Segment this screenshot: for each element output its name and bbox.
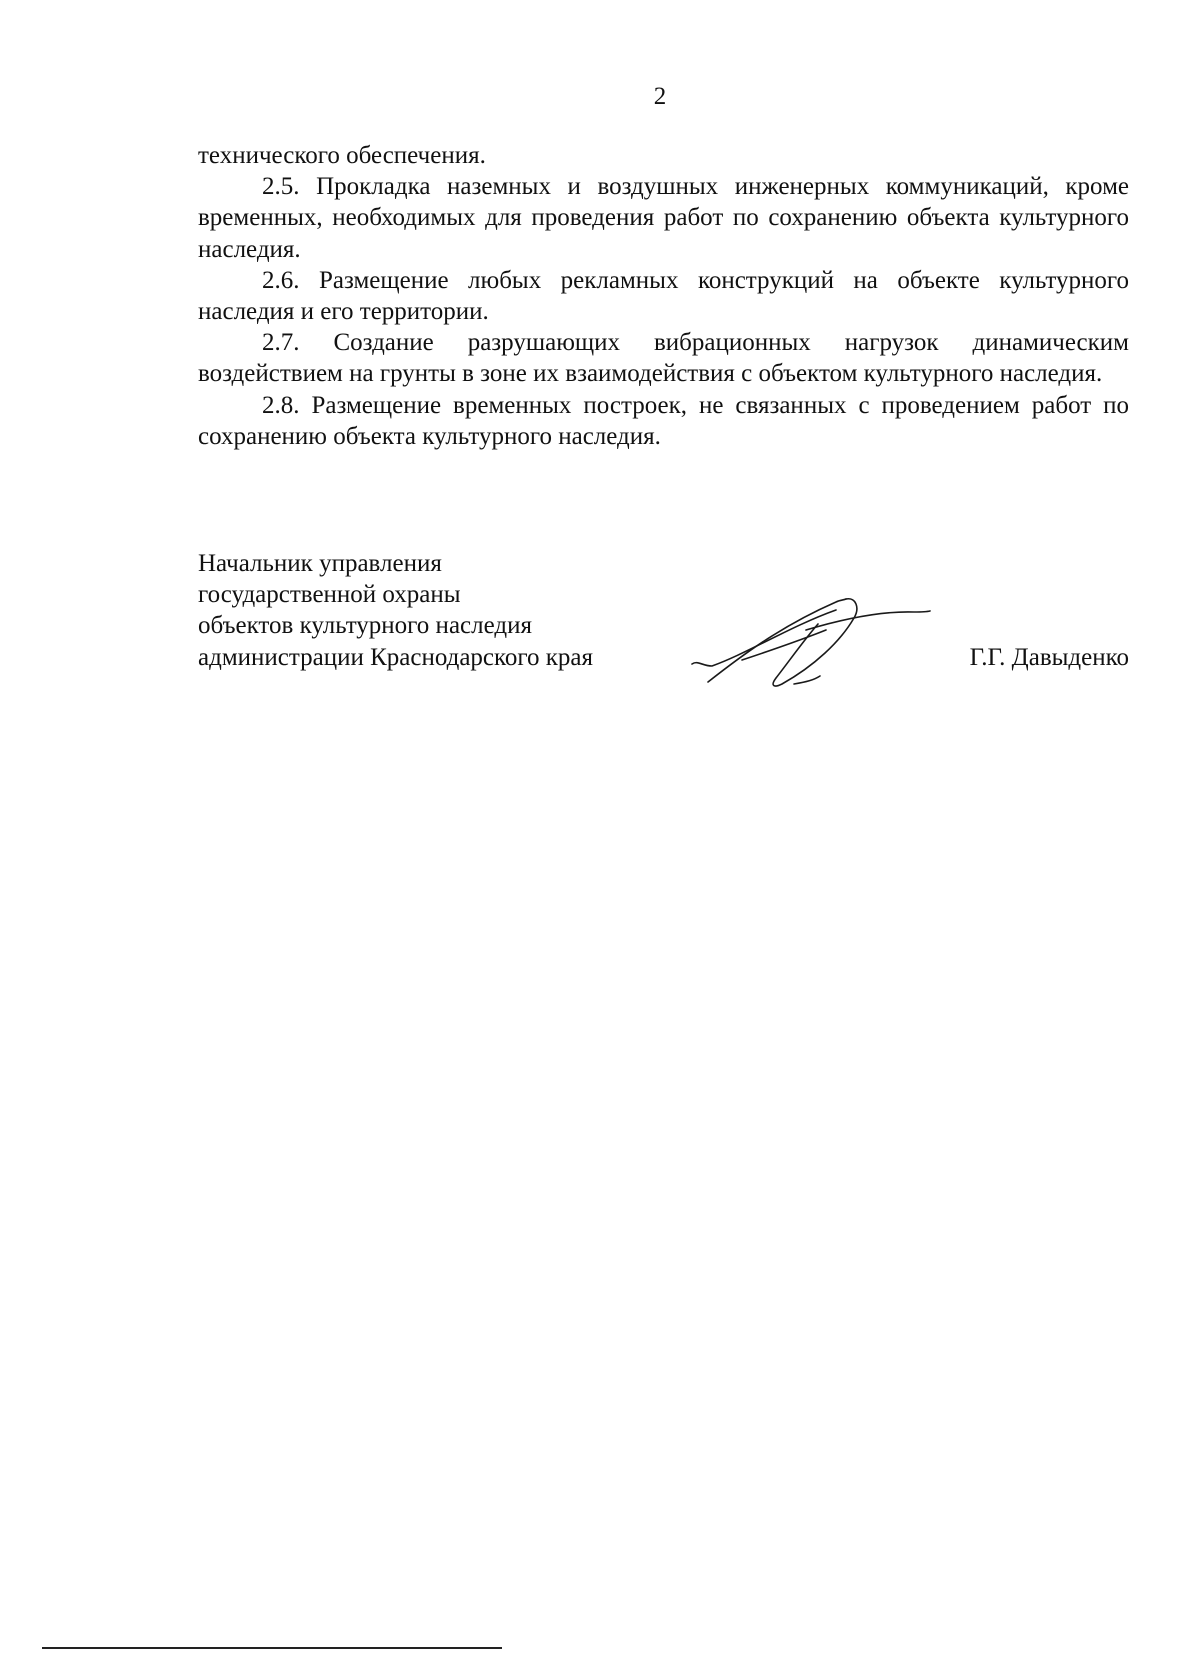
handwritten-signature	[686, 586, 936, 692]
footer-divider	[42, 1647, 502, 1649]
signatory-position-line: администрации Краснодарского края	[198, 643, 594, 671]
document-body	[198, 140, 1129, 452]
signature-block	[198, 548, 1129, 688]
signatory-name: Г.Г. Давыденко	[969, 643, 1129, 671]
signatory-position	[198, 548, 593, 673]
paragraph-2-5: 2.5. Прокладка наземных и воздушных инженерных коммуникаций, кроме временных, необходимых для проведения работ по сохранению объекта культурного наследия.	[198, 173, 1129, 263]
signatory-position-line: государственной охраны	[198, 581, 461, 609]
paragraph-continuation: технического обеспечения.	[198, 142, 486, 169]
paragraph-2-6: 2.6. Размещение любых рекламных конструкций на объекте культурного наследия и его территории.	[198, 266, 1129, 326]
signatory-position-line: объектов культурного наследия	[198, 612, 532, 640]
paragraph-2-8: 2.8. Размещение временных построек, не связанных с проведением работ по сохранению объекта культурного наследия.	[198, 391, 1129, 450]
signatory-position-line: Начальник управления	[198, 550, 442, 577]
page-number: 2	[653, 83, 667, 110]
paragraph-2-7: 2.7. Создание разрушающих вибрационных нагрузок динамическим воздействием на грунты в зоне их взаимодействия с объектом культурного наследия.	[198, 329, 1129, 388]
